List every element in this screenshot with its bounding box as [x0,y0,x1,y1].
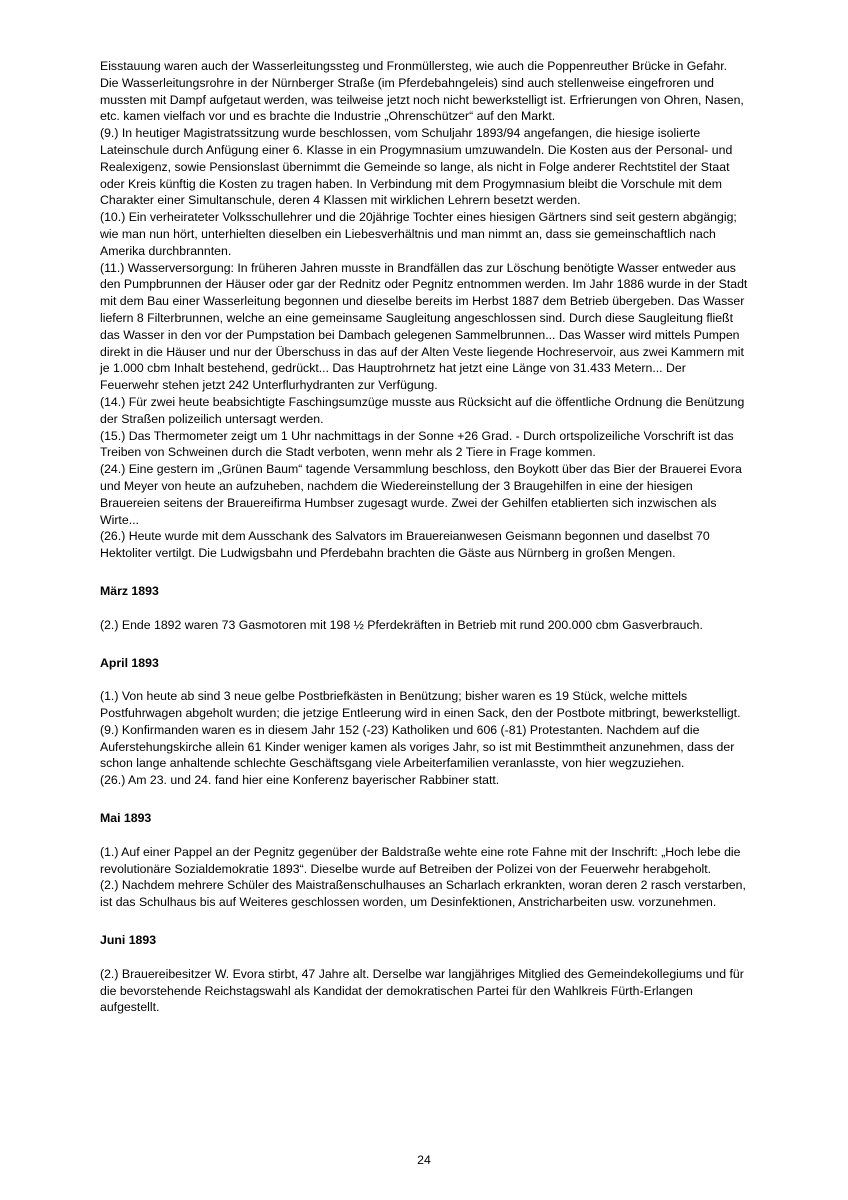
text-spacer [100,789,748,810]
paragraph-entry-2-evora-gestorben: (2.) Brauereibesitzer W. Evora stirbt, 47 Jahre alt. Derselbe war langjähriges Mitglied des Gemeindekollegiums und für die bevorstehende Reichstagswahl als Kandidat der demokratischen Partei für den Wahlkreis Fürth-Erlangen aufgestellt. [100,966,744,1015]
page-text-body [100,58,748,1016]
paragraph-entry-11-wasserversorgung: (11.) Wasserversorgung: In früheren Jahren musste in Brandfällen das zur Löschung benötigte Wasser entweder aus den Pumpbrunnen der Häuser oder gar der Rednitz oder Pegnitz entnommen werden. Im Jahr 1886 wurde in der Stadt mit dem Bau einer Wasserleitung begonnen und dieselbe bereits im Herbst 1887 dem Betrieb übergeben. Das Wasser liefern 8 Filterbrunnen, welche an eine gemeinsame Saugleitung angeschlossen sind. Durch diese Saugleitung fließt das Wasser in den vor der Pumpstation bei Dambach gelegenen Sammelbrunnen... Das Wasser wird mittels Pumpen direkt in die Häuser und nur der Überschuss in das auf der Alten Veste liegende Hochreservoir, aus zwei Kammern mit je 1.000 cbm Inhalt bestehend, gedrückt... Das Hauptrohrnetz hat jetzt eine Länge von 31.433 Metern... Der Feuerwehr stehen jetzt 242 Unterflurhydranten zur Verfügung. [100,260,748,393]
paragraph-entry-1-postbriefkaesten: (1.) Von heute ab sind 3 neue gelbe Postbriefkästen in Benützung; bisher waren es 19 Stück, welche mittels Postfuhrwagen abgeholt wurden; die jetzige Entleerung wird in einen Sack, den der Postbote mitbringt, bewerkstelligt. [100,689,741,721]
heading-mai-1893: Mai 1893 [100,811,152,826]
text-spacer [100,911,748,932]
paragraph-entry-26-salvator: (26.) Heute wurde mit dem Ausschank des Salvators im Brauereianwesen Geismann begonnen und daselbst 70 Hektoliter vertilgt. Die Ludwigsbahn und Pferdebahn brachten die Gäste aus Nürnberg in großen Mengen. [100,529,710,561]
paragraph-entry-2-scharlach: (2.) Nachdem mehrere Schüler des Maistraßenschulhauses an Scharlach erkrankten, woran deren 2 rasch verstarben, ist das Schulhaus bis auf Weiteres geschlossen worden, um Desinfektionen, Anstricharbeiten usw. vorzunehmen. [100,878,746,910]
paragraph-entry-10-volksschullehrer: (10.) Ein verheirateter Volksschullehrer und die 20jährige Tochter eines hiesigen Gärtners sind seit gestern abgängig; wie man nun hört, unterhielten dieselben ein Liebesverhältnis und man nimmt an, dass sie gemeinschaftlich nach Amerika durchbrannten. [100,210,737,258]
text-spacer [100,562,748,583]
text-spacer [100,600,748,617]
paragraph-eisstauung: Eisstauung waren auch der Wasserleitungssteg und Fronmüllersteg, wie auch die Poppenreuther Brücke in Gefahr. Die Wasserleitungsrohre in der Nürnberger Straße (im Pferdebahngeleis) sind auch stellenweise eingefroren und mussten mit Dampf aufgetaut werden, was teilweise jetzt noch nicht bewerkstelligt ist. Erfrierungen von Ohren, Nasen, etc. kamen vielfach vor und es brachte die Industrie „Ohrenschützer“ auf den Markt. [100,59,744,124]
paragraph-entry-24-gruener-baum: (24.) Eine gestern im „Grünen Baum“ tagende Versammlung beschloss, den Boykott über das Bier der Brauerei Evora und Meyer von heute an aufzuheben, nachdem die Wiedereinstellung der 3 Braugehilfen in eine der hiesigen Brauereien seitens der Brauereifirma Humbser zugesagt wurde. Zwei der Gehilfen etablierten sich inzwischen als Wirte... [100,462,742,527]
paragraph-entry-15-thermometer: (15.) Das Thermometer zeigt um 1 Uhr nachmittags in der Sonne +26 Grad. - Durch ortspolizeiliche Vorschrift ist das Treiben von Schweinen durch die Stadt verboten, wenn mehr als 2 Tiere in Frage kommen. [100,428,734,460]
paragraph-entry-9-konfirmanden: (9.) Konfirmanden waren es in diesem Jahr 152 (-23) Katholiken und 606 (-81) Protestanten. Nachdem auf die Auferstehungskirche allein 61 Kinder weniger kamen als voriges Jahr, so ist mit Bestimmtheit anzunehmen, dass der schon lange anhaltende schlechte Geschäftsgang viele Arbeiterfamilien veranlasste, von hier wegzuziehen. [100,722,735,771]
text-spacer [100,949,748,966]
text-spacer [100,827,748,844]
paragraph-entry-2-gasmotoren: (2.) Ende 1892 waren 73 Gasmotoren mit 198 ½ Pferdekräften in Betrieb mit rund 200.000 cbm Gasverbrauch. [100,617,703,632]
page-number: 24 [417,1153,431,1167]
heading-maerz-1893: März 1893 [100,583,159,598]
paragraph-entry-26-rabbinerkonferenz: (26.) Am 23. und 24. fand hier eine Konferenz bayerischer Rabbiner statt. [100,773,500,788]
heading-juni-1893: Juni 1893 [100,933,157,948]
paragraph-entry-14-faschingsumzuege: (14.) Für zwei heute beabsichtigte Faschingsumzüge musste aus Rücksicht auf die öffentliche Ordnung die Benützung der Straßen polizeilich untersagt werden. [100,394,745,426]
text-spacer [100,634,748,655]
heading-april-1893: April 1893 [100,655,159,670]
text-spacer [100,671,748,688]
paragraph-entry-9-magistratssitzung: (9.) In heutiger Magistratssitzung wurde beschlossen, vom Schuljahr 1893/94 angefangen, die hiesige isolierte Lateinschule durch Anfügung einer 6. Klasse in ein Progymnasium umzuwandeln. Die Kosten aus der Personal- und Realexigenz, sowie Pensionslast übernimmt die Gemeinde so lange, als nicht in Folge anderer Rechtstitel der Staat oder Kreis künftig die Kosten zu tragen haben. In Verbindung mit dem Progymnasium bleibt die Vorschule mit dem Charakter einer Simultanschule, deren 4 Klassen mit wirklichen Lehrern besetzt werden. [100,126,733,208]
paragraph-entry-1-rote-fahne: (1.) Auf einer Pappel an der Pegnitz gegenüber der Baldstraße wehte eine rote Fahne mit der Inschrift: „Hoch lebe die revolutionäre Sozialdemokratie 1893“. Dieselbe wurde auf Betreiben der Polizei von der Feuerwehr herabgeholt. [100,844,741,876]
